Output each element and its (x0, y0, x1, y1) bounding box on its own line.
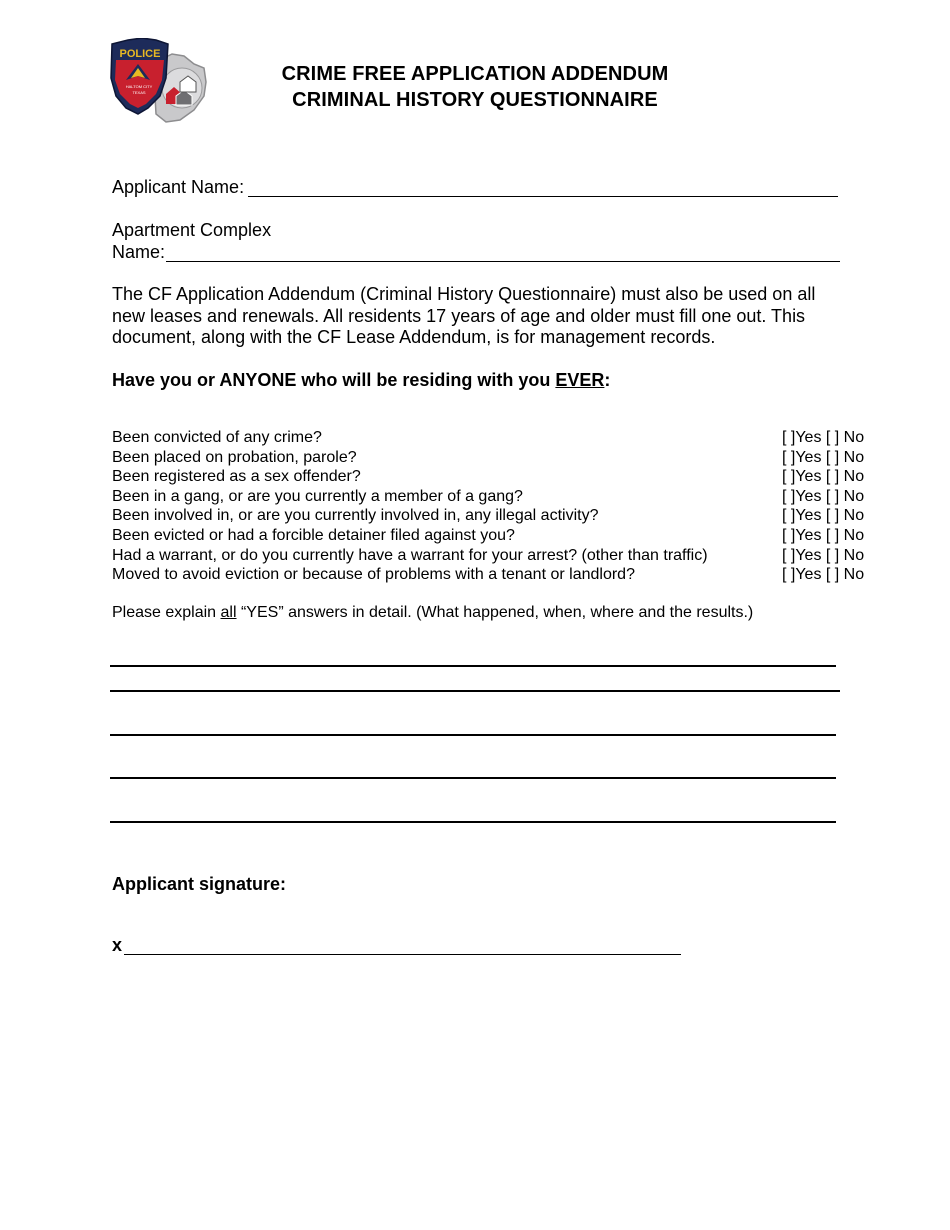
yes-no-checkbox[interactable]: [ ]Yes [ ] No (782, 468, 865, 486)
question-text: Been placed on probation, parole? (112, 448, 357, 466)
question-text: Been evicted or had a forcible detainer filed against you? (112, 527, 515, 544)
yes-no-checkbox[interactable]: [ ]Yes [ ] No (782, 546, 865, 564)
yes-no-checkbox[interactable]: [ ]Yes [ ] No (782, 487, 865, 505)
yes-no-checkbox[interactable]: [ ]Yes [ ] No (782, 527, 865, 544)
explanation-line[interactable] (110, 777, 836, 779)
yes-no-checkbox[interactable]: [ ]Yes [ ] No (782, 429, 865, 446)
question-heading: Have you or ANYONE who will be residing with you EVER: (112, 370, 611, 390)
logo-police-text: POLICE (119, 48, 161, 60)
logo-state-text: TEXAS (132, 90, 146, 95)
explanation-line[interactable] (110, 734, 836, 736)
signature-field[interactable] (124, 938, 681, 955)
question-text: Been involved in, or are you currently involved in, any illegal activity? (112, 507, 599, 525)
question-text: Been in a gang, or are you currently a member of a gang? (112, 487, 523, 505)
explanation-line[interactable] (110, 690, 840, 692)
yes-no-checkbox[interactable]: [ ]Yes [ ] No (782, 507, 865, 525)
explanation-line[interactable] (110, 821, 836, 823)
question-text: Been convicted of any crime? (112, 429, 322, 446)
document-title-line1: CRIME FREE APPLICATION ADDENDUM (281, 63, 669, 85)
logo-city-text: HALTOM CITY (125, 84, 153, 89)
question-text: Been registered as a sex offender? (112, 468, 361, 486)
applicant-name-field[interactable] (248, 179, 838, 197)
applicant-name-label: Applicant Name: (112, 177, 245, 197)
explanation-line[interactable] (110, 665, 836, 667)
complex-name-field[interactable] (166, 244, 840, 262)
signature-label: Applicant signature: (112, 874, 287, 894)
ever-emphasis: EVER (555, 370, 605, 390)
intro-paragraph: The CF Application Addendum (Criminal History Questionnaire) must also be used on all new leases and renewals. All residents 17 years of age and older must fill one out. This document, along with the CF Lease Addendum, is for management records. (112, 284, 816, 347)
question-text: Moved to avoid eviction or because of problems with a tenant or landlord? (112, 566, 635, 584)
police-logo (108, 38, 210, 124)
all-emphasis: all (220, 604, 237, 621)
yes-no-checkbox[interactable]: [ ]Yes [ ] No (782, 448, 865, 466)
signature-x-mark: x (112, 935, 123, 955)
yes-no-checkbox[interactable]: [ ]Yes [ ] No (782, 566, 865, 584)
complex-label-line1: Apartment Complex (112, 220, 272, 240)
complex-label-line2: Name: (112, 242, 166, 262)
question-text: Had a warrant, or do you currently have a warrant for your arrest? (other than traffic) (112, 546, 708, 564)
explain-instruction: Please explain all “YES” answers in detail. (What happened, when, where and the results.) (112, 604, 754, 621)
document-title-line2: CRIMINAL HISTORY QUESTIONNAIRE (292, 89, 658, 111)
